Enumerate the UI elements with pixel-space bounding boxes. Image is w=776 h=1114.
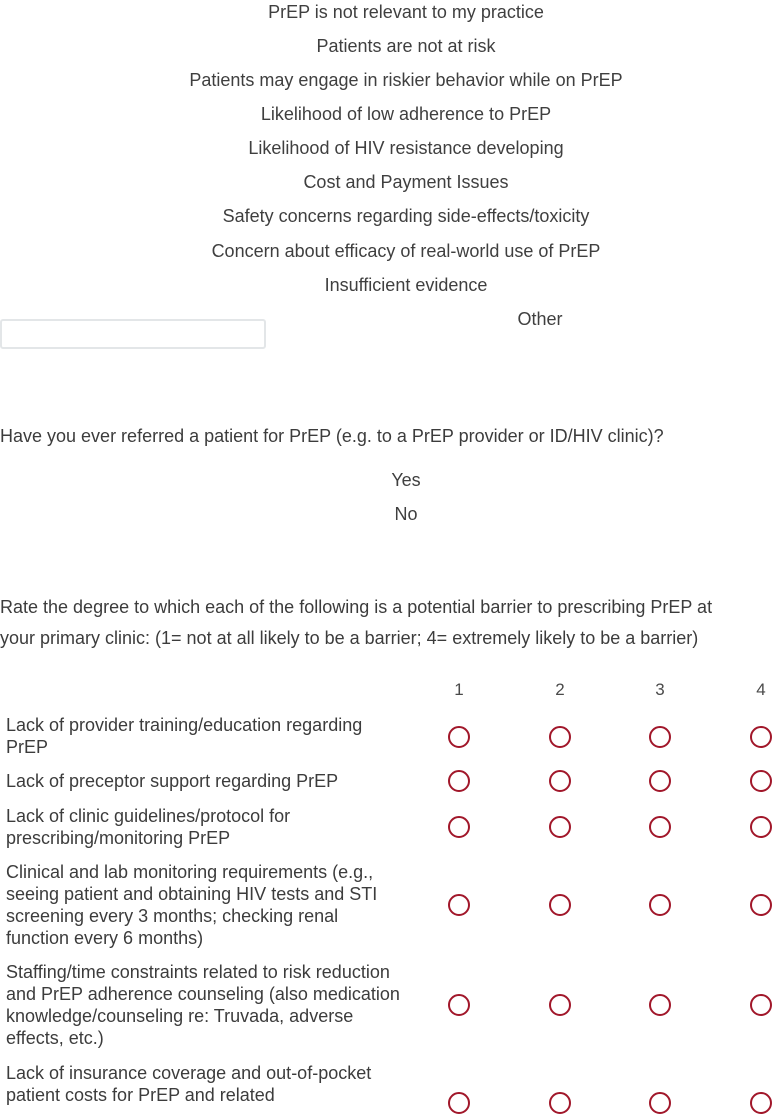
other-text-input[interactable] [0,319,266,349]
question-barriers-line1: Rate the degree to which each of the following is a potential barrier to prescribing PrEP at [0,597,713,617]
choice-insufficient-evidence[interactable]: Insufficient evidence [324,275,488,295]
scale-header-3: 3 [655,680,665,699]
radio-row2-4[interactable] [750,770,772,792]
radio-row5-3[interactable] [649,994,671,1016]
radio-row5-4[interactable] [750,994,772,1016]
radio-row1-2[interactable] [549,726,571,748]
choice-no[interactable]: No [394,504,418,524]
choice-riskier-behavior[interactable]: Patients may engage in riskier behavior while on PrEP [189,70,623,90]
radio-row1-3[interactable] [649,726,671,748]
radio-row3-2[interactable] [549,816,571,838]
choice-safety-concerns[interactable]: Safety concerns regarding side-effects/toxicity [222,206,590,226]
choice-hiv-resistance[interactable]: Likelihood of HIV resistance developing [248,138,564,158]
matrix-row-label: Lack of clinic guidelines/protocol for prescribing/monitoring PrEP [6,806,291,848]
question-referred: Have you ever referred a patient for PrEP (e.g. to a PrEP provider or ID/HIV clinic)? [0,426,664,446]
radio-row2-2[interactable] [549,770,571,792]
radio-row6-3[interactable] [649,1092,671,1114]
radio-row4-4[interactable] [750,894,772,916]
radio-row3-4[interactable] [750,816,772,838]
question-barriers-line2: your primary clinic: (1= not at all likely to be a barrier; 4= extremely likely to be a barrier) [0,628,699,648]
radio-row6-2[interactable] [549,1092,571,1114]
radio-row3-3[interactable] [649,816,671,838]
radio-row4-1[interactable] [448,894,470,916]
radio-row6-1[interactable] [448,1092,470,1114]
choice-efficacy-concern[interactable]: Concern about efficacy of real-world use of PrEP [211,241,601,261]
matrix-row-label: Clinical and lab monitoring requirements (e.g., seeing patient and obtaining HIV tests and STI screening every 3 months; checking renal function every 6 months) [6,862,378,948]
choice-not-at-risk[interactable]: Patients are not at risk [316,36,496,56]
radio-row6-4[interactable] [750,1092,772,1114]
choice-cost-payment[interactable]: Cost and Payment Issues [303,172,509,192]
radio-row4-3[interactable] [649,894,671,916]
radio-row5-1[interactable] [448,994,470,1016]
matrix-row-label: Lack of provider training/education regarding PrEP [6,715,363,757]
choice-not-relevant[interactable]: PrEP is not relevant to my practice [268,2,544,22]
radio-row5-2[interactable] [549,994,571,1016]
scale-header-2: 2 [555,680,565,699]
radio-row2-1[interactable] [448,770,470,792]
radio-row4-2[interactable] [549,894,571,916]
matrix-row-label: Lack of insurance coverage and out-of-pocket patient costs for PrEP and related [6,1063,372,1105]
scale-header-4: 4 [756,680,766,699]
radio-row1-1[interactable] [448,726,470,748]
matrix-row-label: Staffing/time constraints related to risk reduction and PrEP adherence counseling (also medication knowledge/counseling re: Truvada, adverse effects, etc.) [6,962,400,1048]
radio-row2-3[interactable] [649,770,671,792]
choice-low-adherence[interactable]: Likelihood of low adherence to PrEP [260,104,552,124]
scale-header-1: 1 [454,680,464,699]
choice-other[interactable]: Other [517,309,563,329]
radio-row3-1[interactable] [448,816,470,838]
radio-row1-4[interactable] [750,726,772,748]
matrix-row-label: Lack of preceptor support regarding PrEP [6,771,339,791]
choice-yes[interactable]: Yes [391,470,421,490]
